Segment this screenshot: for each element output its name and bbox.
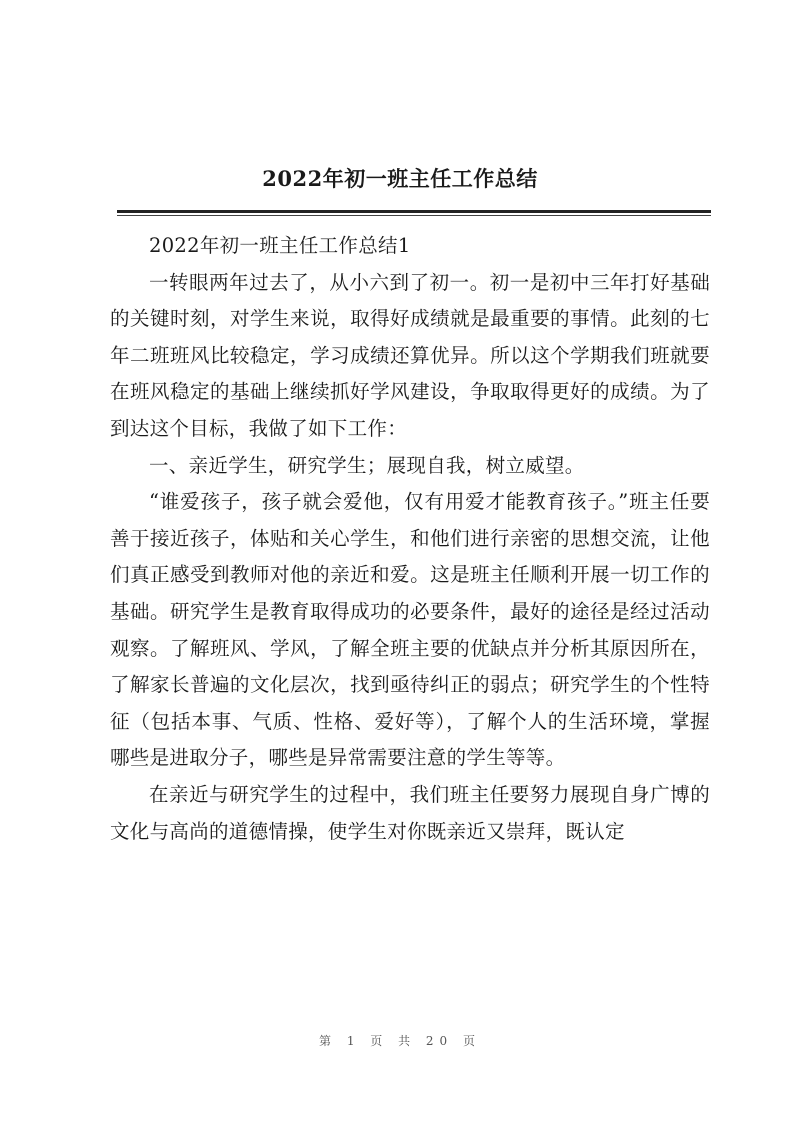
page-number-footer: 第 1 页 共 20 页 [319, 1034, 481, 1048]
section-heading: 2022年初一班主任工作总结1 [149, 234, 411, 257]
document-title: 2022年初一班主任工作总结 [262, 166, 538, 191]
subsection-heading: 一、亲近学生，研究学生；展现自我，树立威望。 [149, 453, 585, 477]
paragraph: “谁爱孩子，孩子就会爱他，仅有用爱才能教育孩子。”班主任要善于接近孩子，体贴和关心学生，和他们进行亲密的思想交流，让他们真正感受到教师对他的亲近和爱。这是班主任顺利开展一切工作的基础。研究学生是教育取得成功的必要条件，最好的途径是经过活动观察。了解班风、学风，了解全班主要的优缺点并分析其原因所在，了解家长普遍的文化层次，找到亟待纠正的弱点；研究学生的个性特征（包括本事、气质、性格、爱好等），了解个人的生活环境，掌握哪些是进取分子，哪些是异常需要注意的学生等等。 [110, 490, 710, 770]
paragraph: 在亲近与研究学生的过程中，我们班主任要努力展现自身广博的文化与高尚的道德情操，使学生对你既亲近又崇拜，既认定 [110, 782, 710, 843]
paragraph: 一转眼两年过去了，从小六到了初一。初一是初中三年打好基础的关键时刻，对学生来说，取得好成绩就是最重要的事情。此刻的七年二班班风比较稳定，学习成绩还算优异。所以这个学期我们班就要在班风稳定的基础上继续抓好学风建设，争取取得更好的成绩。为了到达这个目标，我做了如下工作： [110, 270, 710, 440]
title-divider [117, 210, 711, 213]
document-body [110, 228, 710, 850]
title-divider-thin [117, 215, 711, 216]
